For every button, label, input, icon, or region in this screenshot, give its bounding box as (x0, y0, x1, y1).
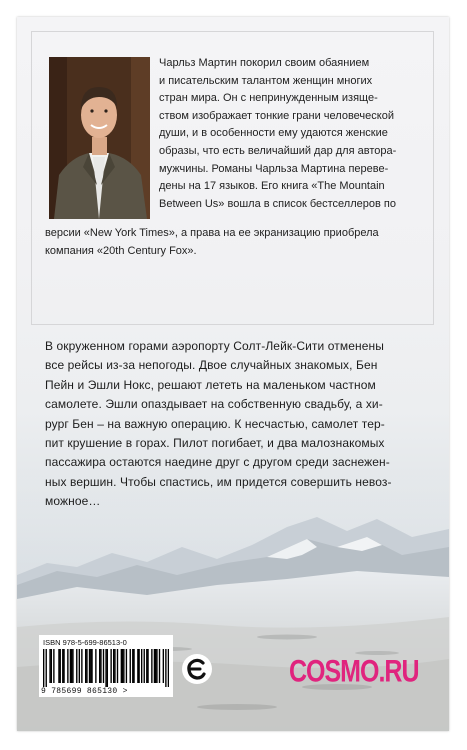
bio-line: Чарльз Мартин покорил своим обаянием (159, 57, 370, 69)
barcode-digits: 9 785699 865130 > (41, 687, 128, 696)
bio-line: и писательским талантом женщин многих (159, 74, 373, 87)
annotation-line: можное… (45, 494, 101, 509)
annotation-line: ных вершин. Чтобы спастись, им придется совершить невоз- (45, 474, 392, 489)
barcode (43, 649, 169, 687)
annotation-line: рург Бен – на важную операцию. К несчастью, самолет тер- (45, 416, 385, 431)
author-bio (159, 55, 424, 213)
annotation-line: пассажира остаются наедине друг с другом среди заснежен- (45, 455, 390, 470)
eksmo-e-icon (181, 653, 213, 685)
annotation-line: Пейн и Эшли Нокс, решают лететь на маленьком частном (45, 377, 376, 392)
annotation-line: пит крушение в горах. Пилот погибает, и два малознакомых (45, 436, 385, 451)
annotation-line: все рейсы из-за непогоды. Двое случайных знакомых, Бен (45, 358, 378, 373)
bio-line: стран мира. Он с непринужденным изяще- (159, 92, 378, 105)
bio-line: души, и в особенности ему удаются женские (159, 127, 388, 140)
book-back-cover (17, 17, 449, 731)
cosmo-site-logo: COSMO.RU (289, 654, 419, 689)
bio-line: ством изображает тонкие грани человеческой (159, 109, 394, 122)
annotation-line: самолете. Эшли опаздывает на собственную свадьбу, а хи- (45, 397, 383, 412)
bio-line: Between Us» вошла в список бестселлеров по (159, 197, 396, 210)
isbn-barcode-block (39, 635, 173, 697)
bio-line: образы, что есть величайший дар для автора- (159, 144, 397, 157)
annotation-line: В окруженном горами аэропорту Солт-Лейк-Сити отменены (45, 339, 384, 353)
isbn-label: ISBN 978-5-699-86513-0 (43, 638, 127, 647)
bio-line: дены на 17 языков. Его книга «The Mountain (159, 180, 385, 193)
bio-line: компания «20th Century Fox». (45, 244, 197, 257)
author-bio-continued (45, 225, 425, 260)
bio-line: версии «New York Times», а права на ее экранизацию приобрела (45, 227, 379, 239)
book-annotation (45, 337, 425, 512)
author-photo (49, 57, 150, 219)
bio-line: мужчины. Романы Чарльза Мартина переве- (159, 162, 389, 175)
